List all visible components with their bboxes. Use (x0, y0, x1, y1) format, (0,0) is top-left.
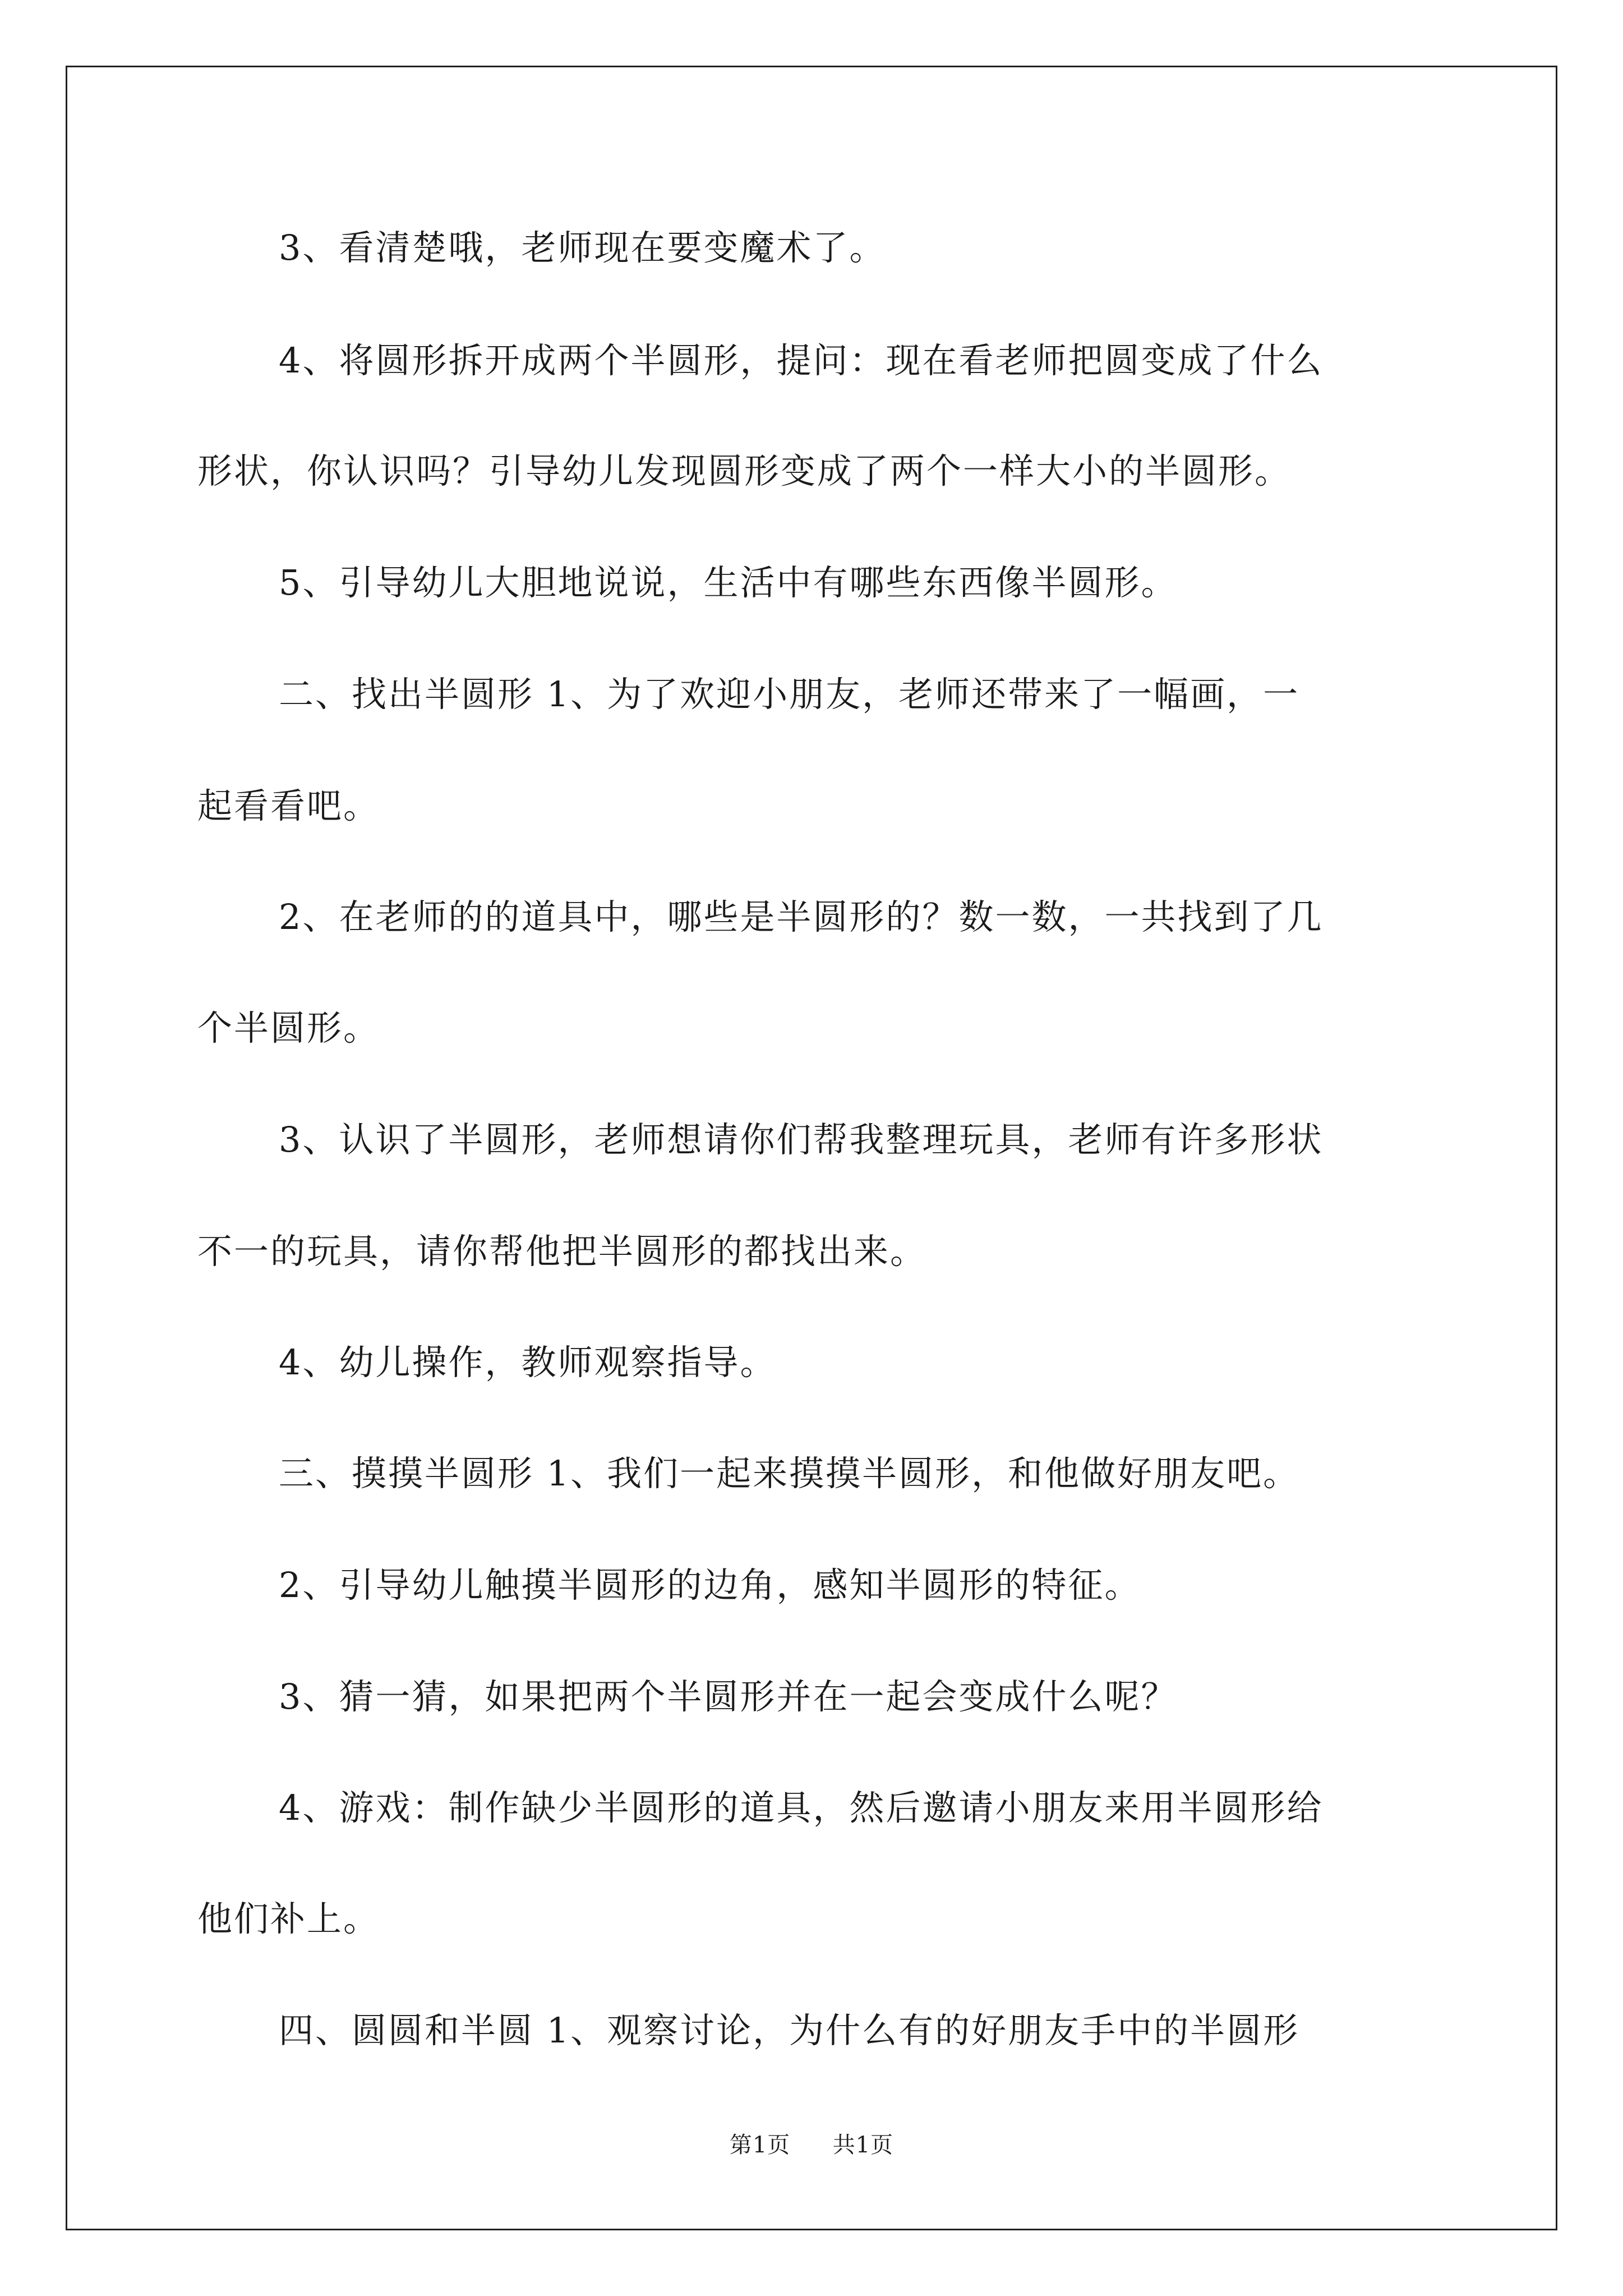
paragraph-line: 2、引导幼儿触摸半圆形的边角，感知半圆形的特征。 (279, 1565, 1141, 1605)
paragraph-line: 形状，你认识吗？引导幼儿发现圆形变成了两个一样大小的半圆形。 (197, 450, 1292, 491)
paragraph-line: 4、游戏：制作缺少半圆形的道具，然后邀请小朋友来用半圆形给 (279, 1787, 1324, 1828)
paragraph-line: 2、在老师的的道具中，哪些是半圆形的？数一数，一共找到了几 (279, 896, 1324, 937)
section-heading-line: 三、摸摸半圆形 1、我们一起来摸摸半圆形，和他做好朋友吧。 (279, 1453, 1300, 1494)
paragraph-line: 他们补上。 (197, 1898, 380, 1939)
paragraph-line: 不一的玩具，请你帮他把半圆形的都找出来。 (197, 1231, 927, 1272)
paragraph-line: 3、认识了半圆形，老师想请你们帮我整理玩具，老师有许多形状 (279, 1119, 1324, 1160)
paragraph-line: 5、引导幼儿大胆地说说，生活中有哪些东西像半圆形。 (279, 562, 1178, 603)
page-number: 第1页 (729, 2132, 791, 2158)
paragraph-line: 起看看吧。 (197, 785, 380, 826)
paragraph-line: 个半圆形。 (197, 1007, 380, 1048)
page-total: 共1页 (832, 2132, 894, 2158)
page-footer (0, 2127, 1623, 2159)
section-heading-line: 二、找出半圆形 1、为了欢迎小朋友，老师还带来了一幅画，一 (279, 674, 1300, 715)
paragraph-line: 4、幼儿操作，教师观察指导。 (279, 1342, 777, 1383)
paragraph-line: 3、猜一猜，如果把两个半圆形并在一起会变成什么呢？ (279, 1676, 1178, 1717)
paragraph-line: 3、看清楚哦，老师现在要变魔术了。 (279, 227, 886, 268)
section-heading-line: 四、圆圆和半圆 1、观察讨论，为什么有的好朋友手中的半圆形 (279, 2010, 1300, 2051)
paragraph-line: 4、将圆形拆开成两个半圆形，提问：现在看老师把圆变成了什么 (279, 340, 1324, 381)
